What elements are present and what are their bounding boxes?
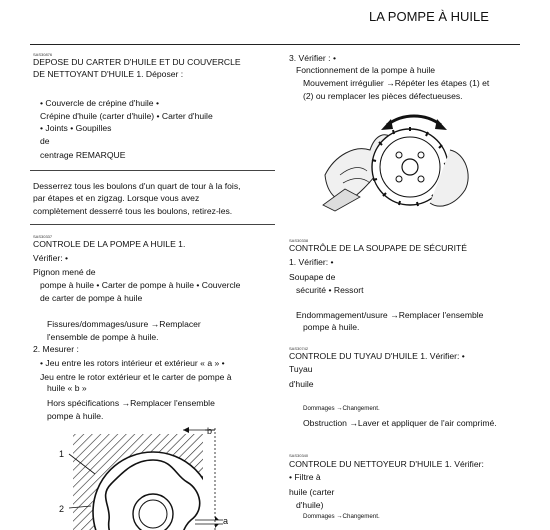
oil-cleaner-line: Dommages →Changement.: [303, 513, 380, 520]
pump-check-line: pompe à huile.: [47, 411, 104, 421]
note-text: Desserrez tous les boulons d'un quart de tour à la fois,: [33, 181, 241, 191]
pump-check-line: Pignon mené de: [33, 267, 96, 277]
oil-cleaner-line: d'huile): [296, 500, 324, 510]
pump-check-line: pompe à huile • Carter de pompe à huile • Couvercle: [40, 280, 241, 290]
pump-check-line: huile « b »: [47, 383, 87, 393]
figure-label-1: 1: [59, 449, 65, 459]
oil-cleaner-line: • Filtre à: [289, 472, 321, 482]
oil-pipe-line: d'huile: [289, 379, 314, 389]
oil-pump-rotation-illustration: [315, 105, 475, 215]
pump-check-line: Hors spécifications →Remplacer l'ensemble: [47, 398, 215, 408]
pump-check-line: Vérifier: •: [33, 253, 69, 263]
oil-cleaner-line: huile (carter: [289, 487, 335, 497]
check-step: Fonctionnement de la pompe à huile: [296, 65, 436, 75]
oil-pipe-line: Dommages →Changement.: [303, 405, 380, 412]
relief-valve-line: Endommagement/usure →Remplacer l'ensemble: [296, 310, 484, 320]
removal-item: centrage REMARQUE: [40, 150, 126, 160]
relief-valve-line: pompe à huile.: [303, 322, 360, 332]
pump-check-line: • Jeu entre les rotors intérieur et extérieur « a » •: [40, 358, 225, 368]
section-heading-oil-pipe: CONTROLE DU TUYAU D'HUILE 1. Vérifier: •: [289, 351, 465, 361]
section-heading-removal: DEPOSE DU CARTER D'HUILE ET DU COUVERCLE: [33, 57, 241, 67]
section-code: SAS30340: [289, 453, 309, 458]
section-heading-oil-cleaner: CONTROLE DU NETTOYEUR D'HUILE 1. Vérifier:: [289, 459, 484, 469]
pump-check-line: Jeu entre le rotor extérieur et le carter de pompe à: [40, 372, 232, 382]
check-step: (2) ou remplacer les pièces défectueuses.: [303, 91, 463, 101]
check-step: 3. Vérifier : •: [289, 53, 336, 63]
section-code: SAS30876: [33, 52, 53, 57]
oil-pipe-line: Tuyau: [289, 364, 313, 374]
removal-item: Crépine d'huile (carter d'huile) • Carter d'huile: [40, 111, 213, 121]
section-heading-relief-valve: CONTRÔLE DE LA SOUPAPE DE SÉCURITÉ: [289, 243, 467, 253]
note-rule-bottom: [30, 224, 275, 225]
figure-label-b: b: [207, 426, 213, 436]
note-rule-top: [30, 170, 275, 171]
pump-check-line: Fissures/dommages/usure →Remplacer: [47, 319, 201, 329]
relief-valve-line: 1. Vérifier: •: [289, 257, 334, 267]
removal-item: • Joints • Goupilles: [40, 123, 112, 133]
header-rule: [30, 44, 520, 45]
pump-check-line: de carter de pompe à huile: [40, 293, 143, 303]
oil-pipe-line: Obstruction →Laver et appliquer de l'air comprimé.: [303, 418, 497, 428]
section-heading-pump-check: CONTROLE DE LA POMPE A HUILE 1.: [33, 239, 186, 249]
relief-valve-line: Soupape de: [289, 272, 336, 282]
removal-item: • Couvercle de crépine d'huile •: [40, 98, 159, 108]
section-code: SAS30742: [289, 346, 309, 351]
figure-label-2: 2: [59, 504, 65, 514]
relief-valve-line: sécurité • Ressort: [296, 285, 364, 295]
pump-check-line: 2. Mesurer :: [33, 344, 79, 354]
section-heading-removal-line2: DE NETTOYANT D'HUILE 1. Déposer :: [33, 69, 184, 79]
section-code: SAS30337: [33, 234, 53, 239]
section-code: SAS30338: [289, 238, 309, 243]
page-title: LA POMPE À HUILE: [369, 9, 489, 24]
rotor-clearance-diagram: [55, 420, 245, 530]
check-step: Mouvement irrégulier →Répéter les étapes (1) et: [303, 78, 490, 88]
pump-check-line: l'ensemble de pompe à huile.: [47, 332, 159, 342]
note-text: par étapes et en zigzag. Lorsque vous avez: [33, 193, 200, 203]
note-text: complètement desserré tous les boulons, retirez-les.: [33, 206, 233, 216]
removal-item: de: [40, 136, 50, 146]
figure-label-a: a: [223, 516, 229, 526]
